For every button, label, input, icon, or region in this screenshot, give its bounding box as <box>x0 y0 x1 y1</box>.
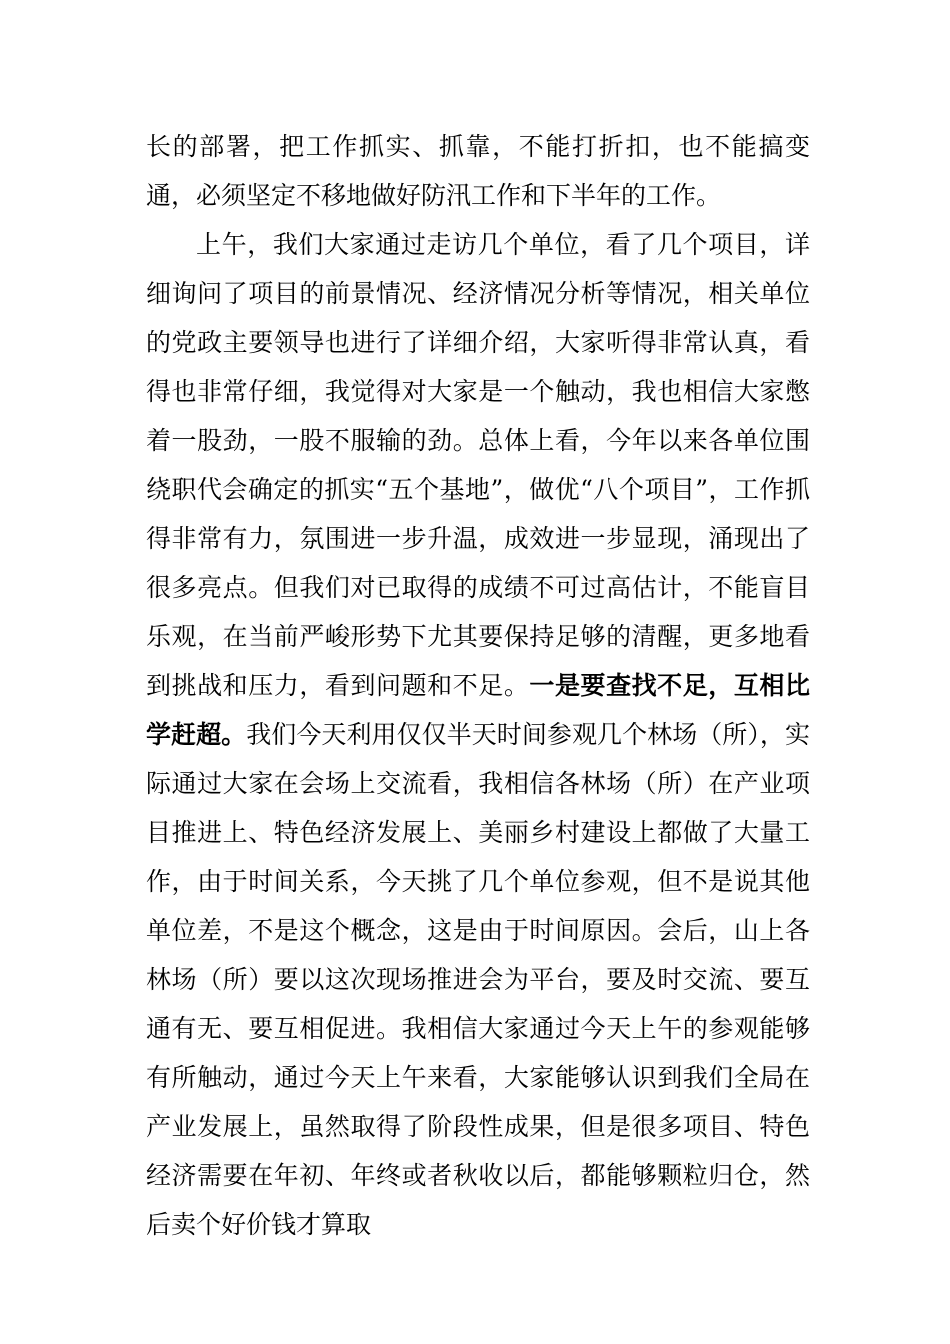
paragraph-2-bold-heading: 一是要查找不足，互相比学赶超。 <box>146 671 810 749</box>
document-body <box>146 122 810 1249</box>
paragraph-1 <box>146 122 810 220</box>
paragraph-1-text: 长的部署，把工作抓实、抓靠，不能打折扣，也不能搞变通，必须坚定不移地做好防汛工作和下半年的工作。 <box>146 132 810 210</box>
paragraph-2-text-continued: 我们今天利用仅仅半天时间参观几个林场（所），实际通过大家在会场上交流看，我相信各林场（所）在产业项目推进上、特色经济发展上、美丽乡村建设上都做了大量工作，由于时间关系，今天挑了几个单位参观，但不是说其他单位差，不是这个概念，这是由于时间原因。会后，山上各林场（所）要以这次现场推进会为平台，要及时交流、要互通有无、要互相促进。我相信大家通过今天上午的参观能够有所触动，通过今天上午来看，大家能够认识到我们全局在产业发展上，虽然取得了阶段性成果，但是很多项目、特色经济需要在年初、年终或者秋收以后，都能够颗粒归仓，然后卖个好价钱才算取 <box>146 720 810 1239</box>
paragraph-2-text: 上午，我们大家通过走访几个单位，看了几个项目，详细询问了项目的前景情况、经济情况分析等情况，相关单位的党政主要领导也进行了详细介绍，大家听得非常认真，看得也非常仔细，我觉得对大家是一个触动，我也相信大家憋着一股劲，一股不服输的劲。总体上看，今年以来各单位围绕职代会确定的抓实“五个基地”，做优“八个项目”，工作抓得非常有力，氛围进一步升温，成效进一步显现，涌现出了很多亮点。但我们对已取得的成绩不可过高估计，不能盲目乐观，在当前严峻形势下尤其要保持足够的清醒，更多地看到挑战和压力，看到问题和不足。 <box>146 230 810 700</box>
paragraph-2 <box>146 220 810 1249</box>
